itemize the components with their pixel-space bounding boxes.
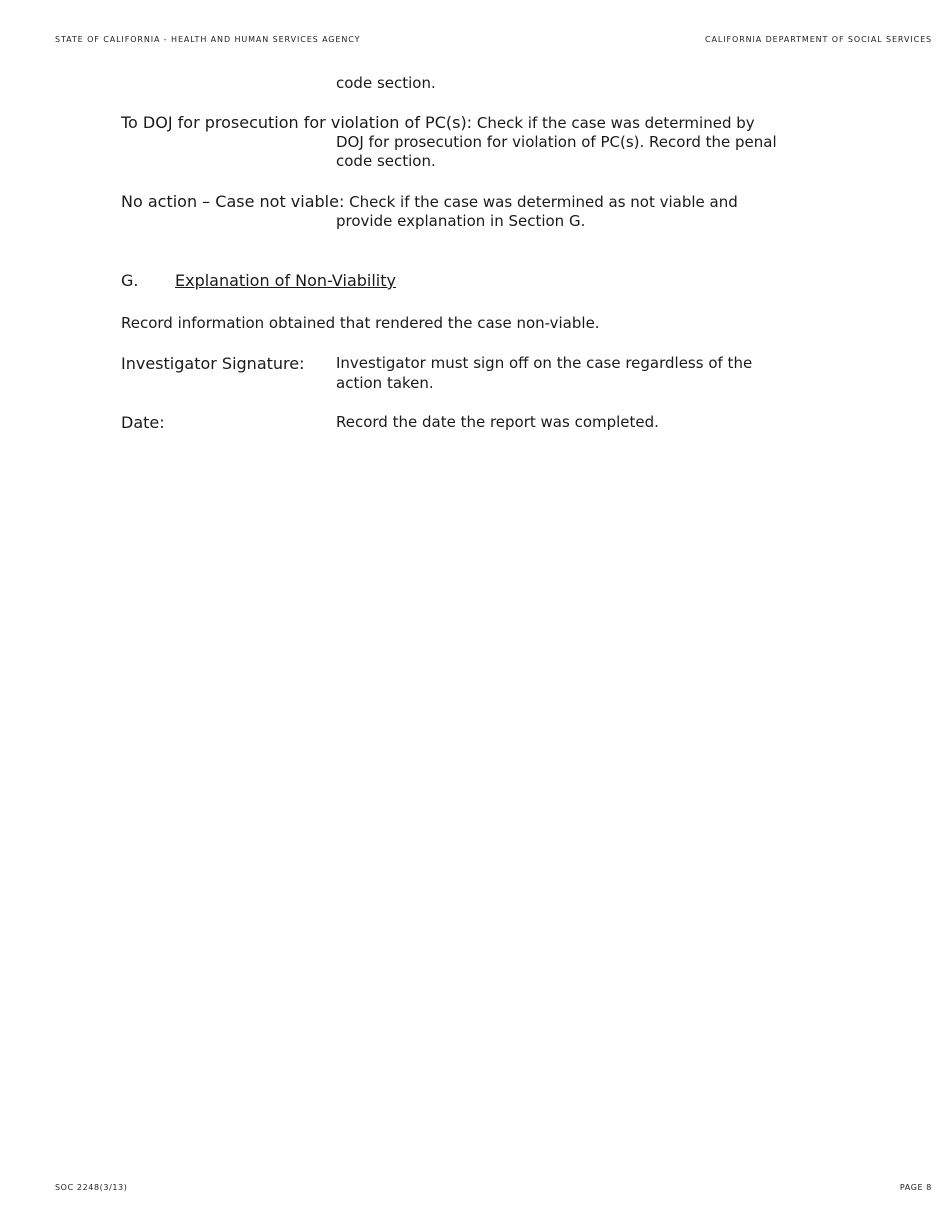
doj-desc-line: code section.	[336, 152, 436, 170]
doj-term-line	[121, 113, 755, 134]
section-g-heading	[121, 271, 396, 291]
department-header: CALIFORNIA DEPARTMENT OF SOCIAL SERVICES	[705, 35, 932, 44]
no-action-desc-first: Check if the case was determined as not viable and	[349, 193, 738, 211]
date-term: Date:	[121, 413, 165, 432]
section-g-title: Explanation of Non-Viability	[175, 271, 396, 290]
signature-desc-line: Investigator must sign off on the case regardless of the	[336, 354, 753, 372]
section-g-intro: Record information obtained that rendered the case non-viable.	[121, 314, 600, 332]
doj-desc-first: Check if the case was determined by	[476, 114, 755, 132]
signature-term: Investigator Signature:	[121, 354, 305, 373]
no-action-term: No action – Case not viable:	[121, 192, 345, 211]
date-desc: Record the date the report was completed.	[336, 413, 659, 431]
form-id: SOC 2248(3/13)	[55, 1183, 128, 1192]
continued-text: code section.	[336, 74, 436, 92]
signature-desc-line: action taken.	[336, 374, 434, 392]
section-g-number: G.	[121, 271, 139, 290]
no-action-desc-line: provide explanation in Section G.	[336, 212, 586, 230]
doj-term: To DOJ for prosecution for violation of PC(s):	[121, 113, 473, 132]
doj-desc-line: DOJ for prosecution for violation of PC(s). Record the penal	[336, 133, 777, 151]
no-action-term-line	[121, 192, 738, 213]
page-number: PAGE 8	[899, 1183, 932, 1192]
agency-header: STATE OF CALIFORNIA - HEALTH AND HUMAN SERVICES AGENCY	[55, 35, 361, 44]
